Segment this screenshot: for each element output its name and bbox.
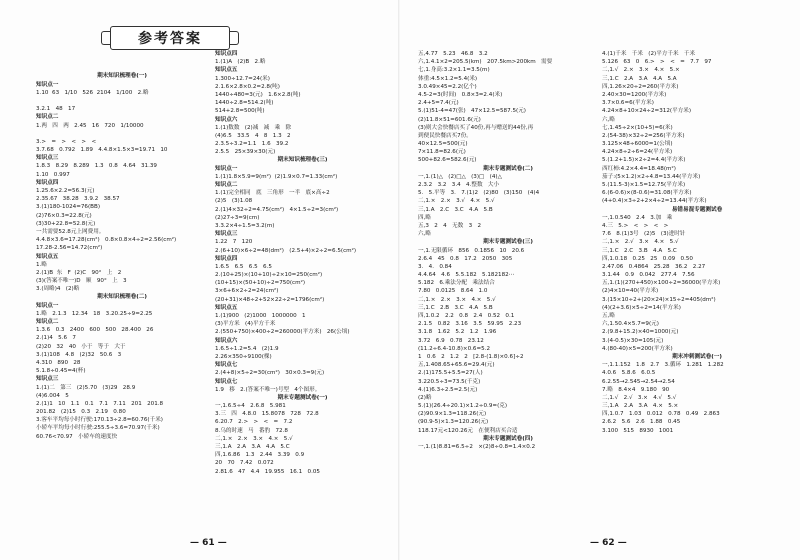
answer-line: (10+15)×(50+10)÷2=750(cm²) <box>215 280 306 287</box>
answer-line: 2.26×350÷9100(棵) <box>215 353 272 360</box>
page-number-left: — 61 — <box>190 538 227 548</box>
subsection-heading: 知识点五 <box>215 304 238 311</box>
answer-line <box>36 56 208 64</box>
subsection-heading: 知识点四 <box>215 255 238 262</box>
answer-line: 1.10 63 1/10 526 2104 1/100 2.略 <box>36 89 149 96</box>
answer-line: 1.略 <box>36 261 47 268</box>
answer-line: 四,1.26×20÷2=260(平方米) <box>602 83 679 90</box>
answer-line: 2.1.5 0.82 3.16 3.5 59.95 2.23 <box>418 321 522 328</box>
answer-line: (4)6.5 33.5 4 8 1.3 2 <box>215 132 291 139</box>
answer-line: 七,1.45÷2×(10+5)=6(米) <box>602 124 673 131</box>
answer-line <box>36 130 208 138</box>
answer-line: (2)20 32 40 小于 等于 大于 <box>36 343 126 350</box>
answer-line: 2.(1)175.5+5.5=27(人) <box>418 370 483 377</box>
section-heading: 期末专题测试卷(四) <box>483 435 533 442</box>
answer-line: 3.100 515 8930 1001 <box>602 427 674 434</box>
answer-line: 4.5-2=3(时间) 0.8×3=2.4(米) <box>418 91 503 98</box>
answer-line: 3.2.1 48 17 <box>36 106 76 113</box>
subsection-heading: 知识点一 <box>36 302 59 309</box>
right-page <box>400 0 800 560</box>
answer-line: 5.(1)51-4=47(张) 47×12.5=587.5(元) <box>418 108 526 115</box>
answer-line: (2)76×0.3=22.8(元) <box>36 212 92 219</box>
answer-line: 二,1.× 2.√ 3.× 4.× 5.√ <box>602 239 679 246</box>
answer-line: 3.客车平均每小时行驶:170.13÷2.8=60.76(千米) <box>36 417 163 424</box>
answer-line: 四,1.0.18 0.25 25 0.09 0.50 <box>602 255 693 262</box>
subsection-heading: 知识点六 <box>215 116 238 123</box>
answer-line: 5.(11.5-3)×1.5=12.75(平方米) <box>602 182 686 188</box>
answer-line: 小轿车平均每小时行驶:255.5÷3.6=70.97(千米) <box>36 425 160 432</box>
answer-line: 4.0.6 5.8.6 6.0.5 <box>602 370 656 377</box>
section-heading: 易错易混专题测试卷 <box>671 206 723 213</box>
subsection-heading: 知识点一 <box>215 165 238 172</box>
answer-line: 3.(15×10÷2+(20×24)×15÷2=405(dm²) <box>602 296 716 303</box>
answer-line: 3.220.5÷3=73.5(千克) <box>418 378 481 385</box>
answer-line: 514+2.8=500(吨) <box>215 108 265 115</box>
answer-line: 七,1.身高:3.2×1.1=3.5(m) <box>418 67 490 74</box>
answer-line: 五,略 <box>602 313 615 319</box>
answer-line: 7×11.8=82.6(元) <box>418 149 466 156</box>
answer-line: 2.40×30=1200(平方米) <box>602 91 667 98</box>
answer-line: 2.(6+10)×6÷2=48(dm²) (2.5+4)×2÷2=6.5(cm²) <box>215 247 357 254</box>
answer-line: 5.(1.2+1.5)×2÷2=4.4(平方米) <box>602 157 686 164</box>
answer-line: 茄子:(5×1.2)×2÷4.8=13.44(平方米) <box>602 173 701 180</box>
answer-line: 1.6.5 6.5 6.5 6.5 <box>215 263 272 270</box>
answer-line: 1.9 移 2.(答案不唯一)号型 4个图形。 <box>215 386 321 393</box>
answer-line: 5.126 63 0 6.> > < = 7.7 97 <box>602 59 712 66</box>
answer-line: 二,1.× 2.× 3.× 4.× 5.√ <box>215 435 293 442</box>
answer-line: 2.3.5÷3.2=1.1 1.6 39.2 <box>215 141 289 148</box>
subsection-heading: 知识点三 <box>36 155 59 162</box>
answer-line: 3.1.8 1.62 5.2 1.2 1.96 <box>418 329 497 336</box>
page-number-right: — 62 — <box>590 538 627 548</box>
subsection-heading: 知识点三 <box>215 231 238 238</box>
answer-line: 201.82 (2)15 0.3 2.19 0.80 <box>36 409 126 416</box>
answer-line: 1.6.5÷1.2=5.4 (2)1.9 <box>215 345 279 352</box>
answer-line: 2.(54-38)×32÷2=256(平方米) <box>602 132 685 139</box>
subsection-heading: 知识点七 <box>215 378 238 385</box>
answer-line: 3.> = > < > < <box>36 138 97 145</box>
answer-line: 六,1.50.4×5.7=9(元) <box>602 321 659 328</box>
answer-line: (90.9-5)×1.3=120.26(元) <box>418 419 489 426</box>
answer-line: 西红柿:4.2×4.4=18.48(m²) <box>602 165 676 172</box>
answer-line: 4.(80-40)×5=200(平方米) <box>602 345 673 352</box>
answer-line: 500+82.6=582.6(元) <box>418 157 477 164</box>
answer-line: 一,1.1.152 1.8 2.7 3.循环 1.281 1.282 <box>602 362 724 369</box>
section-heading: 期末知识梳理卷(三) <box>277 157 328 164</box>
answer-line: 7.略 8.4×4 9.180 90 <box>602 386 670 393</box>
answer-line <box>36 97 208 105</box>
answer-line: 2.5.5 25×39×30(元) <box>215 149 276 156</box>
answer-line: 20 70 7.42 0.072 <box>215 460 274 467</box>
answer-line: 2.(4+8)×5÷2=30(cm²) 30×0.3=9(元) <box>215 370 325 377</box>
subsection-heading: 知识点四 <box>215 51 238 57</box>
subsection-heading: 知识点五 <box>215 67 238 74</box>
answer-line: 六,略 <box>418 231 431 238</box>
answer-line: 1.3.6 0.3 2400 600 500 28.400 26 <box>36 327 154 334</box>
answer-line: 1440÷480=3(元) 1.6×2.8(吨) <box>215 91 301 98</box>
answer-line: 六,1.4.1×2=205.5(km) 207.5km>200km 需要 <box>418 59 553 66</box>
section-heading: 期末专题测试卷(一) <box>277 394 328 401</box>
answer-line: 二,1.√ 2.√ 3.× 4.√ 5.√ <box>602 394 677 401</box>
answer-line: 17.28-2.56=14.72(cm²) <box>36 245 103 252</box>
answer-column-3 <box>418 50 598 451</box>
answer-line: 1.两 四 两 2.45 16 720 1/10000 <box>36 122 144 129</box>
subsection-heading: 知识点一 <box>36 81 59 88</box>
answer-line: 5.1.8÷0.45=4(杯) <box>36 368 86 375</box>
answer-line: 2.3.2 3.2 3.4 4.整数 大小 <box>418 182 500 188</box>
answer-line: 四,1.6.86 1.3 2.44 3.39 0.9 <box>215 452 305 459</box>
answer-line: (3)30+22.8=52.8(元) <box>36 220 96 227</box>
answer-line: 2.81.6 47 4.4 19.955 16.1 0.05 <box>215 468 320 475</box>
answer-line: 五,4.77 5.23 46.8 3.2 <box>418 51 488 57</box>
answer-line: 2.6.4 45 0.8 17.2 2050 305 <box>418 255 513 262</box>
answer-line: 3.三 四 4.8.0 15.8078 728 72.8 <box>215 411 319 418</box>
answer-line: (11.2÷6.4-10.8)×0.6=5.2 <box>418 345 491 352</box>
answer-line: (2)4×10=40(平方米) <box>602 288 659 295</box>
subsection-heading: 知识点二 <box>215 182 238 188</box>
answer-line: 3.(周略)4 (2)略 <box>36 286 80 293</box>
answer-line: 体重:4.5×1.2=5.4(米) <box>418 75 478 82</box>
answer-line: 6.2.55→2.545→2.54→2.54 <box>602 378 675 385</box>
answer-line: 1.(1)二 第三 (2)5.70 (3)29 28.9 <box>36 384 136 391</box>
subsection-heading: 知识点五 <box>36 253 59 260</box>
answer-line: 四,1.0.2 2.2 0.8 2.4 0.52 0.1 <box>418 313 515 319</box>
subsection-heading: 知识点七 <box>215 362 238 369</box>
answer-line: 三,1.A 2.C 3.C 4.A 5.B <box>418 206 493 213</box>
answer-line: 1.10 0.997 <box>36 171 70 178</box>
answer-line: 2.4+5=7.4(元) <box>418 100 459 107</box>
answer-line: 三,1.C 2.C 3.B 4.A 5.C <box>602 247 677 254</box>
answer-line: 三,1.C 2.B 3.C 4.A 5.B <box>418 304 493 311</box>
answer-line: 3.(4-0.5)×30=105(元) <box>602 337 664 344</box>
answer-line: 3.0.49×45=2.2(亿个) <box>418 83 477 90</box>
answer-line: 一,1.6.5÷4 2.6.8 5.981 <box>215 403 286 410</box>
section-heading: 期末专题测试卷(三) <box>483 239 533 246</box>
answer-line: 六,略 <box>602 116 615 123</box>
answer-line: 二,1.× 2.× 3.× 4.× 5.√ <box>418 296 496 303</box>
answer-line: 40×12.5=500(元) <box>418 141 468 148</box>
answer-line: 3.3.2×4÷1.5=3.2(m) <box>215 222 275 229</box>
answer-line: 3.1.44 0.9 0.042 277.4 7.56 <box>602 272 695 279</box>
answer-line: 60.76<70.97 小轿车的速度快 <box>36 433 118 440</box>
answer-line: 到便民快餐店买7份。 <box>418 132 472 139</box>
answer-line: 3.125×48÷6000=1(公顷) <box>602 141 673 148</box>
answer-line: 一,1.(1)△ (2)□△ (3)□ (4)△ <box>418 173 502 180</box>
answer-line: 1.8.3 8.29 8.289 1.3 0.8 4.64 31.39 <box>36 163 157 170</box>
answer-line: 7.80 0.0125 8.64 1.0 <box>418 288 488 295</box>
answer-line: 4.310 890 28 <box>36 359 81 366</box>
answer-line: 二,1.√ 2.× 3.× 4.× 5.× <box>602 67 680 74</box>
answer-column-1 <box>36 56 208 441</box>
answer-line: 3.72 6.9 0.78 23.12 <box>418 337 484 344</box>
answer-line: 2.1.6×2.8×0.2=2.8(吨) <box>215 83 280 90</box>
answer-line: 1.(1)完全相同 底 三角形 一半 底×高÷2 <box>215 190 330 197</box>
answer-line: (20+31)×48÷2+52×22÷2=1796(cm²) <box>215 296 325 303</box>
answer-line: 一共需要52.8元上网费用。 <box>36 228 105 235</box>
answer-line: 8.乌的时速 马 番豹 72.8 <box>215 427 288 434</box>
answer-line: 4.24×8+10×24÷2=312(平方米) <box>602 108 692 115</box>
subsection-heading: 知识点二 <box>36 114 59 121</box>
answer-line: 四,略 <box>418 214 431 221</box>
subsection-heading: 知识点六 <box>215 337 238 344</box>
subsection-heading: 知识点二 <box>36 319 59 325</box>
answer-line: 4.三 5.> < > < > <box>602 222 669 229</box>
answer-line: 4.(1)千米 千米 (2)平方千米 千米 <box>602 51 696 57</box>
answer-line: 3.(1)180-1024=76(BB) <box>36 204 101 211</box>
answer-line: 1.300÷12.7=24(米) <box>215 75 270 82</box>
answer-line: 一,1.无限循环 856 0.1856 10 20.6 <box>418 247 525 254</box>
answer-line: 五,1.408.65+65.6=29.4(元) <box>418 362 495 369</box>
answer-line: 2.(1)4 5.6 7 <box>36 335 76 342</box>
answer-line: 2.(550+750)×400÷2=260000(平方米) 26(公顷) <box>215 329 350 336</box>
answer-line: 1 0.6 2 1.2 2 [2.8-(1.8)×0.6]÷2 <box>418 353 524 360</box>
answer-line: 二,1.× 2.× 3.√ 4.× 5.√ <box>418 198 495 205</box>
answer-line: 2.(9.8+15.2)×40=1000(元) <box>602 329 679 336</box>
answer-line: 4.24×8÷2÷6=24(平方米) <box>602 149 673 156</box>
answer-line: 6.20.7 2.> > < = 7.2 <box>215 419 293 426</box>
page-title: 参考答案 <box>110 26 230 50</box>
answer-line: (3)(答案不唯一)D 顺 90° 上 3 <box>36 278 127 285</box>
section-heading: 期末知识梳理卷(二) <box>97 294 147 301</box>
answer-line: (2)90.9×1.3=118.26(元) <box>418 411 487 418</box>
subsection-heading: 知识点三 <box>36 376 59 383</box>
answer-line: 1.25.6×2.2=56.3(元) <box>36 188 95 194</box>
answer-line: 1.22 7 120 <box>215 239 253 246</box>
answer-line: (4+0.4)×3÷2+2×4÷2=13.44(平方米) <box>602 198 707 205</box>
answer-line <box>36 64 208 72</box>
answer-line: (2)11.8×51=601.6(元) <box>418 116 481 123</box>
answer-line: 4.(1)6.3÷2.5=2.5(元) <box>418 386 478 393</box>
answer-line: 3.(1)108 4.8 (2)32 50.6 3 <box>36 351 122 358</box>
answer-line: 五,1.(1)(270+450)×100÷2=36000(平方米) <box>602 280 721 287</box>
answer-line: (2)5 (3)1.08 <box>215 198 253 205</box>
answer-line: 3.7.68 0.792 1.89 4.4.8×1.5×3=19.71 10 <box>36 147 168 154</box>
answer-line: 5.(1)(26.4÷20.1)×1.2÷0.9=(克) <box>418 403 508 410</box>
answer-line: (3)平方米 (4)平方千米 <box>215 321 276 328</box>
answer-line: 1.(1)数数 (2)减 减 乘 除 <box>215 124 292 131</box>
answer-line: 三,1.A 2.A 3.A 4.× 5.× <box>602 403 679 410</box>
answer-line: 三,1.C 2.A 3.A 4.A 5.A <box>602 75 677 82</box>
answer-column-2 <box>215 50 390 476</box>
answer-line: 2.35.67 38.28 3.9.2 38.57 <box>36 196 120 203</box>
answer-line: 2.(1)4×32÷2=4.75(cm²) 4×1.5÷2=3(cm²) <box>215 206 339 213</box>
answer-line: (4)(2+3.6)×5÷2=14(平方米) <box>602 304 681 311</box>
answer-line: (3)则大会快餐店买了40份,再与赠送的44份,再 <box>418 124 534 131</box>
answer-line: 1.(1)A (2)B 2.略 <box>215 59 266 66</box>
answer-line: 6.(6-0.6)×(8-0.6)=31.08(平方米) <box>602 190 692 197</box>
answer-line: (4)6.004 5 <box>36 392 69 399</box>
answer-line: 118.17元<120.26元 在便利店买合适 <box>418 427 518 434</box>
answer-line: 3.7×0.6=6(平方米) <box>602 100 654 107</box>
answer-line: 一,1.(1)8.81=6.5÷2 ×(2)8÷0.8=1.4×0.2 <box>418 444 536 450</box>
answer-column-4 <box>602 50 792 435</box>
answer-line: (2)略 <box>418 394 432 401</box>
answer-line: 一,1.0.540 2.4 3.加 乘 <box>602 214 673 221</box>
section-heading: 期末冲刺测试卷(一) <box>672 353 722 360</box>
answer-line: 4.4.8×3.6=17.28(cm²) 0.8×0.8×4÷2=2.56(cm²) <box>36 237 177 244</box>
answer-line: 五,3 2 4 无数 3 2 <box>418 222 482 229</box>
answer-line: 1.略 2.1.3 12.34 18 3.20.25÷9=2.25 <box>36 310 153 317</box>
section-heading: 期末知识梳理卷(一) <box>97 73 147 80</box>
answer-line: 2.6.2 5.6 2.6 1.88 0.45 <box>602 419 681 426</box>
answer-line: 5. 5.平等 3. 7.(1)2 (2)80 (3)150 (4)4 <box>418 190 540 197</box>
answer-line: 1440÷2.8=514.2(吨) <box>215 100 274 107</box>
answer-line: 1.(1)1.8×5.9=9(m²) (2)1.9×0.7=1.33(cm²) <box>215 173 338 180</box>
answer-line: 2.(10+25)×(10+10)÷2×10=250(cm²) <box>215 272 323 279</box>
answer-line: 4.4.64 4.6 5.5.182 5.182182⋯ <box>418 272 515 279</box>
answer-line: 5.182 6.乘法分配 乘法结合 <box>418 280 495 287</box>
answer-line: 3. 4. 0.84 <box>418 263 452 270</box>
answer-line: 3×6+6×2÷2=24(cm²) <box>215 288 279 295</box>
answer-line: 7.6 8.(1)3号 (2)5 (3)进时针 <box>602 231 686 238</box>
answer-line: 2.(1)1 10 1.1 0.1 7.1 7.11 201 201.8 <box>36 400 164 407</box>
answer-line: (2)27÷3=9(cm) <box>215 214 260 221</box>
answer-line: 2.(1)B 东 F (2)C 90° 上 2 <box>36 269 122 276</box>
answer-line: 1.(1)900 (2)1000 1000000 1 <box>215 313 306 319</box>
subsection-heading: 知识点四 <box>36 179 59 186</box>
answer-line: 四,1.0.7 1.03 0.012 0.78 0.49 2.863 <box>602 411 720 418</box>
section-heading: 期末专题测试卷(二) <box>483 165 533 172</box>
answer-line: 三,1.A 2.A 3.A 4.A 5.C <box>215 444 290 450</box>
answer-line: 2.47.06 0.4864 25.28 36.2 2.27 <box>602 263 706 270</box>
